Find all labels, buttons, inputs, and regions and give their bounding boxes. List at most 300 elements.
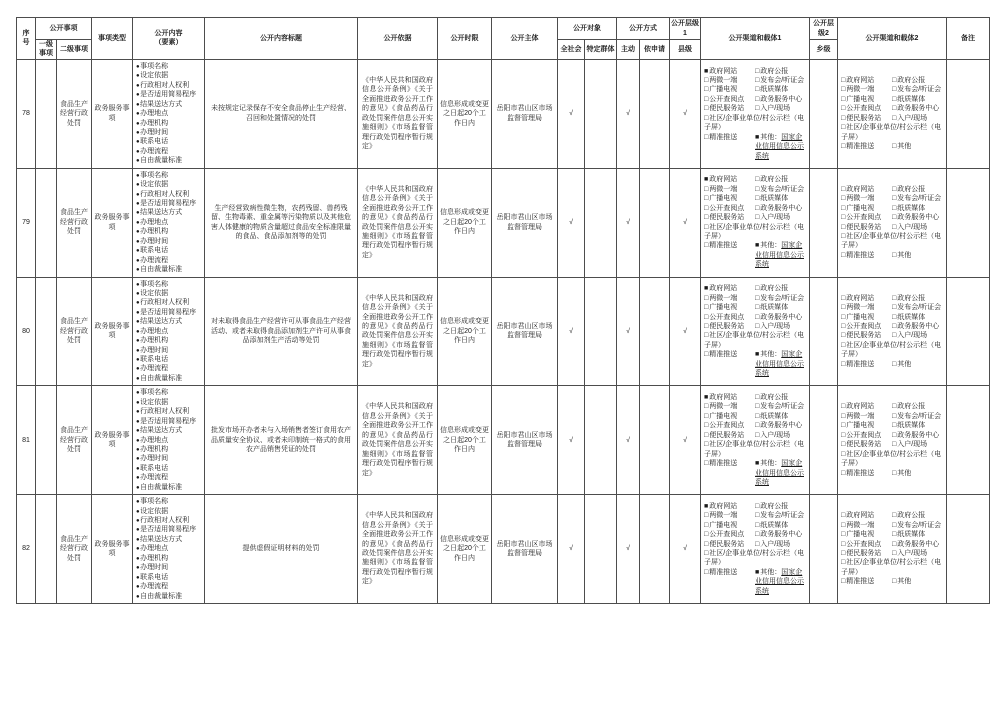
- col-header-subject: 公开主体: [492, 18, 558, 60]
- col-header-audience: 公开对象: [558, 18, 617, 40]
- checkbox-icon: □: [892, 86, 897, 94]
- checkbox-icon: □: [755, 95, 760, 103]
- channel-checkbox-item: □发布会/听证会: [892, 521, 942, 529]
- checkbox-icon: □: [755, 77, 760, 85]
- channel-checkbox-item: □发布会/听证会: [755, 294, 805, 302]
- cell-content-elements: [133, 495, 205, 604]
- channel-checkbox-item: □社区/企事业单位/村公示栏（电子屏）: [704, 441, 805, 458]
- cell-subject: 岳阳市君山区市场监督管理局: [492, 495, 558, 604]
- checkbox-icon: □: [841, 540, 846, 548]
- checkbox-icon: □: [704, 185, 709, 193]
- element-item: ● 联系电话: [136, 137, 203, 146]
- checkbox-icon: □: [755, 512, 760, 520]
- cell-serial: 80: [17, 277, 36, 386]
- checkbox-icon: □: [704, 322, 709, 330]
- checkbox-icon: □: [755, 502, 760, 510]
- col-header-time-limit: 公开时限: [438, 18, 492, 60]
- channel-checkbox-item: □入户/现场: [892, 223, 928, 231]
- checkbox-icon: □: [755, 403, 760, 411]
- col-header-level2-item: 二级事项: [57, 40, 92, 60]
- checkbox-icon: ■: [704, 394, 709, 402]
- channel-checkbox-item: ■政府网站: [704, 394, 738, 402]
- cell-basis: 《中华人民共和国政府信息公开条例》《关于全面推进政务公开工作的意见》《食品药品行政处罚案件信息公开实施细则》《市场监督管理行政处罚程序暂行规定》: [358, 168, 438, 277]
- cell-content-elements: [133, 277, 205, 386]
- checkbox-icon: □: [704, 105, 709, 113]
- channel-checkbox-item: □政府网站: [841, 294, 875, 302]
- cell-specific-group: [585, 386, 617, 495]
- checkbox-icon: □: [892, 223, 897, 231]
- channel-checkbox-item: □政务服务中心: [755, 531, 803, 539]
- channel-checkbox-item: ■其他：国家企业信用信息公示系统: [755, 351, 804, 378]
- checkbox-icon: □: [841, 124, 846, 132]
- channel-checkbox-item: □社区/企事业单位/村公示栏（电子屏）: [704, 223, 805, 241]
- checkbox-icon: □: [892, 332, 897, 340]
- checkbox-icon: □: [755, 204, 760, 212]
- channel-checkbox-item: □发布会/听证会: [755, 77, 805, 85]
- element-item: ● 行政相对人权利: [136, 407, 203, 416]
- checkbox-icon: □: [892, 251, 897, 259]
- checkbox-icon: □: [841, 360, 846, 368]
- cell-all-society-check: √: [558, 59, 585, 168]
- cell-content-title: 生产经营致病性微生物，农药残留、兽药残留、生物毒素、重金属等污染物质以及其他危害人体健康的物质含量超过食品安全标准限量的食品、食品添加剂等的处罚: [205, 168, 358, 277]
- checkbox-icon: □: [841, 105, 846, 113]
- checkbox-icon: □: [892, 521, 897, 529]
- cell-subject: 岳阳市君山区市场监督管理局: [492, 386, 558, 495]
- cell-remark: [947, 168, 990, 277]
- element-item: ● 是否适用简易程序: [136, 308, 203, 317]
- checkbox-icon: □: [704, 242, 709, 250]
- channel-checkbox-item: □发布会/听证会: [755, 403, 805, 411]
- checkbox-icon: □: [841, 322, 846, 330]
- channel-checkbox-item: □两微一端: [704, 185, 738, 193]
- channel-checkbox-item: □政务服务中心: [755, 422, 803, 430]
- cell-level1-item: [36, 495, 57, 604]
- channel-checkbox-item: □便民服务站: [704, 105, 745, 113]
- checkbox-icon: □: [755, 322, 760, 330]
- channel-checkbox-item: □纸质媒体: [892, 422, 926, 430]
- checkbox-icon: □: [841, 313, 846, 321]
- cell-item-type: 政务服务事项: [92, 495, 133, 604]
- element-item: ● 办理机构: [136, 227, 203, 236]
- channel-checkbox-item: □便民服务站: [841, 332, 882, 340]
- cell-on-request: [640, 277, 670, 386]
- element-item: ● 自由裁量标准: [136, 374, 203, 383]
- checkbox-icon: □: [892, 143, 897, 151]
- checkbox-icon: ■: [704, 67, 709, 75]
- channel-checkbox-item: □便民服务站: [704, 214, 745, 222]
- cell-content-title: 批发市场开办者未与入场销售者签订食用农产品质量安全协议、或者未印制统一格式的食用农产品销售凭证的处罚: [205, 386, 358, 495]
- cell-level2-item: 食品生产经营行政处罚: [57, 495, 92, 604]
- checkbox-icon: □: [704, 195, 709, 203]
- checkbox-icon: □: [892, 550, 897, 558]
- element-item: ● 设定依据: [136, 507, 203, 516]
- channel-checkbox-item: □两微一端: [841, 412, 875, 420]
- element-item: ● 是否适用简易程序: [136, 90, 203, 99]
- channel-checkbox-item: □纸质媒体: [892, 204, 926, 212]
- checkbox-icon: □: [892, 431, 897, 439]
- channel-checkbox-item: □两微一端: [704, 403, 738, 411]
- channel-checkbox-item: □政府公报: [755, 176, 789, 184]
- channel-checkbox-item: □广播电视: [704, 304, 738, 312]
- channel-checkbox-item: □政府公报: [755, 67, 789, 75]
- channel-checkbox-item: □广播电视: [704, 521, 738, 529]
- element-item: ● 结果送达方式: [136, 426, 203, 435]
- checkbox-icon: □: [704, 294, 709, 302]
- element-item: ● 联系电话: [136, 246, 203, 255]
- cell-basis: 《中华人民共和国政府信息公开条例》《关于全面推进政务公开工作的意见》《食品药品行政处罚案件信息公开实施细则》《市场监督管理行政处罚程序暂行规定》: [358, 59, 438, 168]
- channel-checkbox-item: □两微一端: [841, 304, 875, 312]
- cell-township: [810, 386, 838, 495]
- checkbox-icon: □: [704, 214, 709, 222]
- element-item: ● 办理地点: [136, 436, 203, 445]
- channel-checkbox-item: □两微一端: [841, 195, 875, 203]
- checkbox-icon: □: [841, 86, 846, 94]
- channel-checkbox-item: □入户/现场: [755, 322, 791, 330]
- cell-all-society-check: √: [558, 386, 585, 495]
- checkbox-icon: □: [841, 214, 846, 222]
- channel-checkbox-item: □纸质媒体: [892, 95, 926, 103]
- checkbox-icon: □: [892, 322, 897, 330]
- cell-township: [810, 59, 838, 168]
- channel-checkbox-item: □政府公报: [755, 285, 789, 293]
- cell-basis: 《中华人民共和国政府信息公开条例》《关于全面推进政务公开工作的意见》《食品药品行政处罚案件信息公开实施细则》《市场监督管理行政处罚程序暂行规定》: [358, 277, 438, 386]
- element-item: ● 办理时间: [136, 346, 203, 355]
- channel-checkbox-item: □两微一端: [841, 86, 875, 94]
- channel-checkbox-item: □政务服务中心: [892, 540, 940, 548]
- checkbox-icon: □: [704, 332, 709, 340]
- checkbox-icon: □: [755, 285, 760, 293]
- cell-level2-item: 食品生产经营行政处罚: [57, 386, 92, 495]
- element-item: ● 办理机构: [136, 445, 203, 454]
- channel-checkbox-item: □便民服务站: [841, 114, 882, 122]
- col-header-method: 公开方式: [617, 18, 670, 40]
- checkbox-icon: □: [841, 294, 846, 302]
- cell-on-request: [640, 59, 670, 168]
- channel-checkbox-item: □其他: [892, 469, 912, 477]
- checkbox-icon: □: [704, 460, 709, 468]
- element-item: ● 行政相对人权利: [136, 516, 203, 525]
- cell-proactive-check: √: [617, 59, 640, 168]
- channel-checkbox-item: □公开查阅点: [841, 540, 882, 548]
- checkbox-icon: □: [841, 469, 846, 477]
- channel-checkbox-item: □发布会/听证会: [892, 304, 942, 312]
- checkbox-icon: □: [841, 431, 846, 439]
- cell-county-check: √: [670, 277, 701, 386]
- cell-on-request: [640, 495, 670, 604]
- element-item: ● 设定依据: [136, 398, 203, 407]
- checkbox-icon: □: [841, 204, 846, 212]
- checkbox-icon: □: [841, 450, 846, 458]
- element-item: ● 自由裁量标准: [136, 483, 203, 492]
- cell-channel2: [838, 277, 947, 386]
- channel-checkbox-item: □发布会/听证会: [755, 512, 805, 520]
- channel-checkbox-item: □入户/现场: [755, 540, 791, 548]
- checkbox-icon: □: [892, 412, 897, 420]
- cell-on-request: [640, 386, 670, 495]
- channel-checkbox-item: □精准推送: [704, 242, 738, 250]
- channel-checkbox-item: □社区/企事业单位/村公示栏（电子屏）: [841, 559, 942, 576]
- checkbox-icon: ■: [704, 176, 709, 184]
- checkbox-icon: □: [892, 441, 897, 449]
- col-header-level1: 公开层级1: [670, 18, 701, 40]
- checkbox-icon: □: [841, 550, 846, 558]
- cell-specific-group: [585, 168, 617, 277]
- channel-checkbox-item: □入户/现场: [892, 550, 928, 558]
- checkbox-icon: □: [892, 114, 897, 122]
- cell-proactive-check: √: [617, 495, 640, 604]
- element-item: ● 行政相对人权利: [136, 190, 203, 199]
- checkbox-icon: □: [704, 223, 709, 231]
- channel-checkbox-item: □广播电视: [704, 412, 738, 420]
- channel-checkbox-item: ■政府网站: [704, 176, 738, 184]
- channel-checkbox-item: □精准推送: [841, 578, 875, 586]
- cell-channel1: [701, 168, 810, 277]
- checkbox-icon: ■: [755, 133, 760, 141]
- element-item: ● 事项名称: [136, 280, 203, 289]
- element-item: ● 自由裁量标准: [136, 265, 203, 274]
- checkbox-icon: □: [841, 77, 846, 85]
- channel-checkbox-item: □便民服务站: [704, 431, 745, 439]
- cell-basis: 《中华人民共和国政府信息公开条例》《关于全面推进政务公开工作的意见》《食品药品行政处罚案件信息公开实施细则》《市场监督管理行政处罚程序暂行规定》: [358, 495, 438, 604]
- checkbox-icon: □: [892, 195, 897, 203]
- channel-checkbox-item: □政府公报: [892, 77, 926, 85]
- channel-checkbox-item: □政务服务中心: [755, 95, 803, 103]
- channel-checkbox-item: □政府网站: [841, 512, 875, 520]
- checkbox-icon: □: [892, 294, 897, 302]
- channel-checkbox-item: □政府公报: [755, 394, 789, 402]
- channel-checkbox-item: □纸质媒体: [755, 412, 789, 420]
- cell-level1-item: [36, 59, 57, 168]
- channel-checkbox-item: □广播电视: [841, 204, 875, 212]
- cell-channel2: [838, 386, 947, 495]
- checkbox-icon: □: [704, 313, 709, 321]
- channel-checkbox-item: □精准推送: [704, 351, 738, 359]
- col-header-township: 乡级: [810, 40, 838, 60]
- checkbox-icon: □: [755, 540, 760, 548]
- channel-checkbox-item: □公开查阅点: [704, 422, 745, 430]
- cell-channel1: [701, 495, 810, 604]
- channel-checkbox-item: □政务服务中心: [892, 105, 940, 113]
- element-item: ● 自由裁量标准: [136, 156, 203, 165]
- element-item: ● 联系电话: [136, 355, 203, 364]
- cell-content-title: 对未取得食品生产经营许可从事食品生产经营活动、或者未取得食品添加剂生产许可从事食品添加剂生产活动等处罚: [205, 277, 358, 386]
- checkbox-icon: □: [704, 422, 709, 430]
- element-item: ● 办理地点: [136, 327, 203, 336]
- channel-checkbox-item: □便民服务站: [704, 540, 745, 548]
- checkbox-icon: □: [704, 204, 709, 212]
- checkbox-icon: □: [841, 531, 846, 539]
- channel-checkbox-item: □精准推送: [841, 469, 875, 477]
- channel-checkbox-item: □公开查阅点: [704, 313, 745, 321]
- checkbox-icon: □: [892, 512, 897, 520]
- element-item: ● 行政相对人权利: [136, 81, 203, 90]
- cell-level1-item: [36, 168, 57, 277]
- channel-checkbox-item: □公开查阅点: [704, 95, 745, 103]
- checkbox-icon: □: [704, 95, 709, 103]
- checkbox-icon: □: [892, 185, 897, 193]
- checkbox-icon: □: [755, 313, 760, 321]
- element-item: ● 是否适用简易程序: [136, 199, 203, 208]
- channel-checkbox-item: ■政府网站: [704, 67, 738, 75]
- checkbox-icon: □: [892, 403, 897, 411]
- col-header-proactive: 主动: [617, 40, 640, 60]
- channel-checkbox-item: □政务服务中心: [892, 431, 940, 439]
- channel-checkbox-item: □公开查阅点: [841, 214, 882, 222]
- checkbox-icon: □: [841, 143, 846, 151]
- checkbox-icon: □: [755, 394, 760, 402]
- channel-checkbox-item: □政务服务中心: [755, 313, 803, 321]
- checkbox-icon: □: [755, 304, 760, 312]
- element-item: ● 事项名称: [136, 62, 203, 71]
- checkbox-icon: □: [841, 559, 846, 567]
- channel-checkbox-item: □入户/现场: [755, 214, 791, 222]
- element-item: ● 办理地点: [136, 109, 203, 118]
- checkbox-icon: □: [704, 568, 709, 576]
- checkbox-icon: □: [755, 185, 760, 193]
- channel-checkbox-item: □入户/现场: [892, 114, 928, 122]
- checkbox-icon: □: [704, 531, 709, 539]
- cell-serial: 82: [17, 495, 36, 604]
- cell-level1-item: [36, 386, 57, 495]
- disclosure-items-table: [16, 17, 990, 604]
- channel-checkbox-item: □政府网站: [841, 77, 875, 85]
- channel-checkbox-item: □政府公报: [892, 512, 926, 520]
- channel-checkbox-item: □发布会/听证会: [755, 185, 805, 193]
- channel-checkbox-item: □便民服务站: [841, 441, 882, 449]
- channel-checkbox-item: □社区/企事业单位/村公示栏（电子屏）: [704, 332, 805, 349]
- channel-checkbox-item: ■政府网站: [704, 285, 738, 293]
- cell-time-limit: 信息形成或变更之日起20个工作日内: [438, 277, 492, 386]
- element-item: ● 结果送达方式: [136, 317, 203, 326]
- checkbox-icon: □: [841, 512, 846, 520]
- channel-checkbox-item: □政府公报: [892, 403, 926, 411]
- cell-all-society-check: √: [558, 495, 585, 604]
- cell-content-elements: [133, 59, 205, 168]
- checkbox-icon: □: [704, 412, 709, 420]
- cell-item-type: 政务服务事项: [92, 59, 133, 168]
- checkbox-icon: ■: [755, 460, 760, 468]
- cell-item-type: 政务服务事项: [92, 168, 133, 277]
- col-header-content: 公开内容 （要素）: [133, 18, 205, 60]
- checkbox-icon: □: [755, 195, 760, 203]
- checkbox-icon: □: [892, 95, 897, 103]
- cell-channel1: [701, 386, 810, 495]
- checkbox-icon: □: [704, 304, 709, 312]
- channel-checkbox-item: ■政府网站: [704, 502, 738, 510]
- cell-level2-item: 食品生产经营行政处罚: [57, 168, 92, 277]
- checkbox-icon: □: [892, 105, 897, 113]
- col-header-all-society: 全社会: [558, 40, 585, 60]
- channel-checkbox-item: □政府公报: [755, 502, 789, 510]
- cell-all-society-check: √: [558, 277, 585, 386]
- checkbox-icon: □: [704, 441, 709, 449]
- element-item: ● 事项名称: [136, 497, 203, 506]
- cell-on-request: [640, 168, 670, 277]
- channel-checkbox-item: □公开查阅点: [704, 531, 745, 539]
- channel-checkbox-item: □广播电视: [841, 313, 875, 321]
- element-item: ● 设定依据: [136, 71, 203, 80]
- cell-remark: [947, 277, 990, 386]
- checkbox-icon: □: [755, 422, 760, 430]
- checkbox-icon: □: [704, 521, 709, 529]
- checkbox-icon: □: [841, 332, 846, 340]
- element-item: ● 事项名称: [136, 388, 203, 397]
- channel-checkbox-item: □广播电视: [841, 95, 875, 103]
- table-row-82: [17, 495, 990, 604]
- col-header-on-request: 依申请: [640, 40, 670, 60]
- col-header-level1-item: 一级事项: [36, 40, 57, 60]
- checkbox-icon: □: [841, 195, 846, 203]
- channel-checkbox-item: □发布会/听证会: [892, 412, 942, 420]
- element-item: ● 办理地点: [136, 218, 203, 227]
- checkbox-icon: □: [892, 304, 897, 312]
- checkbox-icon: □: [841, 521, 846, 529]
- channel-checkbox-item: □公开查阅点: [841, 105, 882, 113]
- cell-time-limit: 信息形成或变更之日起20个工作日内: [438, 59, 492, 168]
- cell-county-check: √: [670, 59, 701, 168]
- channel-checkbox-item: □纸质媒体: [755, 195, 789, 203]
- cell-level1-item: [36, 277, 57, 386]
- checkbox-icon: ■: [704, 285, 709, 293]
- element-item: ● 办理流程: [136, 582, 203, 591]
- checkbox-icon: □: [841, 185, 846, 193]
- element-item: ● 办理时间: [136, 563, 203, 572]
- channel-checkbox-item: ■其他：国家企业信用信息公示系统: [755, 568, 804, 595]
- checkbox-icon: □: [892, 422, 897, 430]
- channel-checkbox-item: □其他: [892, 251, 912, 259]
- channel-checkbox-item: □广播电视: [841, 531, 875, 539]
- checkbox-icon: □: [704, 403, 709, 411]
- checkbox-icon: □: [841, 223, 846, 231]
- channel-checkbox-item: □其他: [892, 578, 912, 586]
- checkbox-icon: □: [841, 233, 846, 241]
- cell-serial: 78: [17, 59, 36, 168]
- element-item: ● 办理流程: [136, 473, 203, 482]
- cell-township: [810, 168, 838, 277]
- cell-time-limit: 信息形成或变更之日起20个工作日内: [438, 386, 492, 495]
- channel-checkbox-item: □政务服务中心: [892, 322, 940, 330]
- col-header-channel2: 公开渠道和载体2: [838, 18, 947, 60]
- cell-remark: [947, 386, 990, 495]
- cell-subject: 岳阳市君山区市场监督管理局: [492, 277, 558, 386]
- checkbox-icon: □: [892, 578, 897, 586]
- cell-item-type: 政务服务事项: [92, 277, 133, 386]
- col-header-item-type: 事项类型: [92, 18, 133, 60]
- col-header-remark: 备注: [947, 18, 990, 60]
- channel-checkbox-item: □入户/现场: [755, 105, 791, 113]
- checkbox-icon: □: [892, 204, 897, 212]
- channel-checkbox-item: □广播电视: [704, 86, 738, 94]
- col-header-content-title: 公开内容标题: [205, 18, 358, 60]
- checkbox-icon: □: [755, 531, 760, 539]
- checkbox-icon: □: [755, 214, 760, 222]
- channel-checkbox-item: □政务服务中心: [892, 214, 940, 222]
- element-item: ● 办理机构: [136, 336, 203, 345]
- element-item: ● 办理地点: [136, 544, 203, 553]
- channel-checkbox-item: □政府网站: [841, 403, 875, 411]
- channel-checkbox-item: □社区/企事业单位/村公示栏（电子屏）: [841, 124, 942, 141]
- channel-checkbox-item: □政府公报: [892, 185, 926, 193]
- element-item: ● 结果送达方式: [136, 535, 203, 544]
- checkbox-icon: ■: [755, 242, 760, 250]
- checkbox-icon: □: [841, 114, 846, 122]
- cell-county-check: √: [670, 495, 701, 604]
- cell-specific-group: [585, 495, 617, 604]
- cell-all-society-check: √: [558, 168, 585, 277]
- checkbox-icon: □: [755, 294, 760, 302]
- cell-subject: 岳阳市君山区市场监督管理局: [492, 168, 558, 277]
- cell-remark: [947, 495, 990, 604]
